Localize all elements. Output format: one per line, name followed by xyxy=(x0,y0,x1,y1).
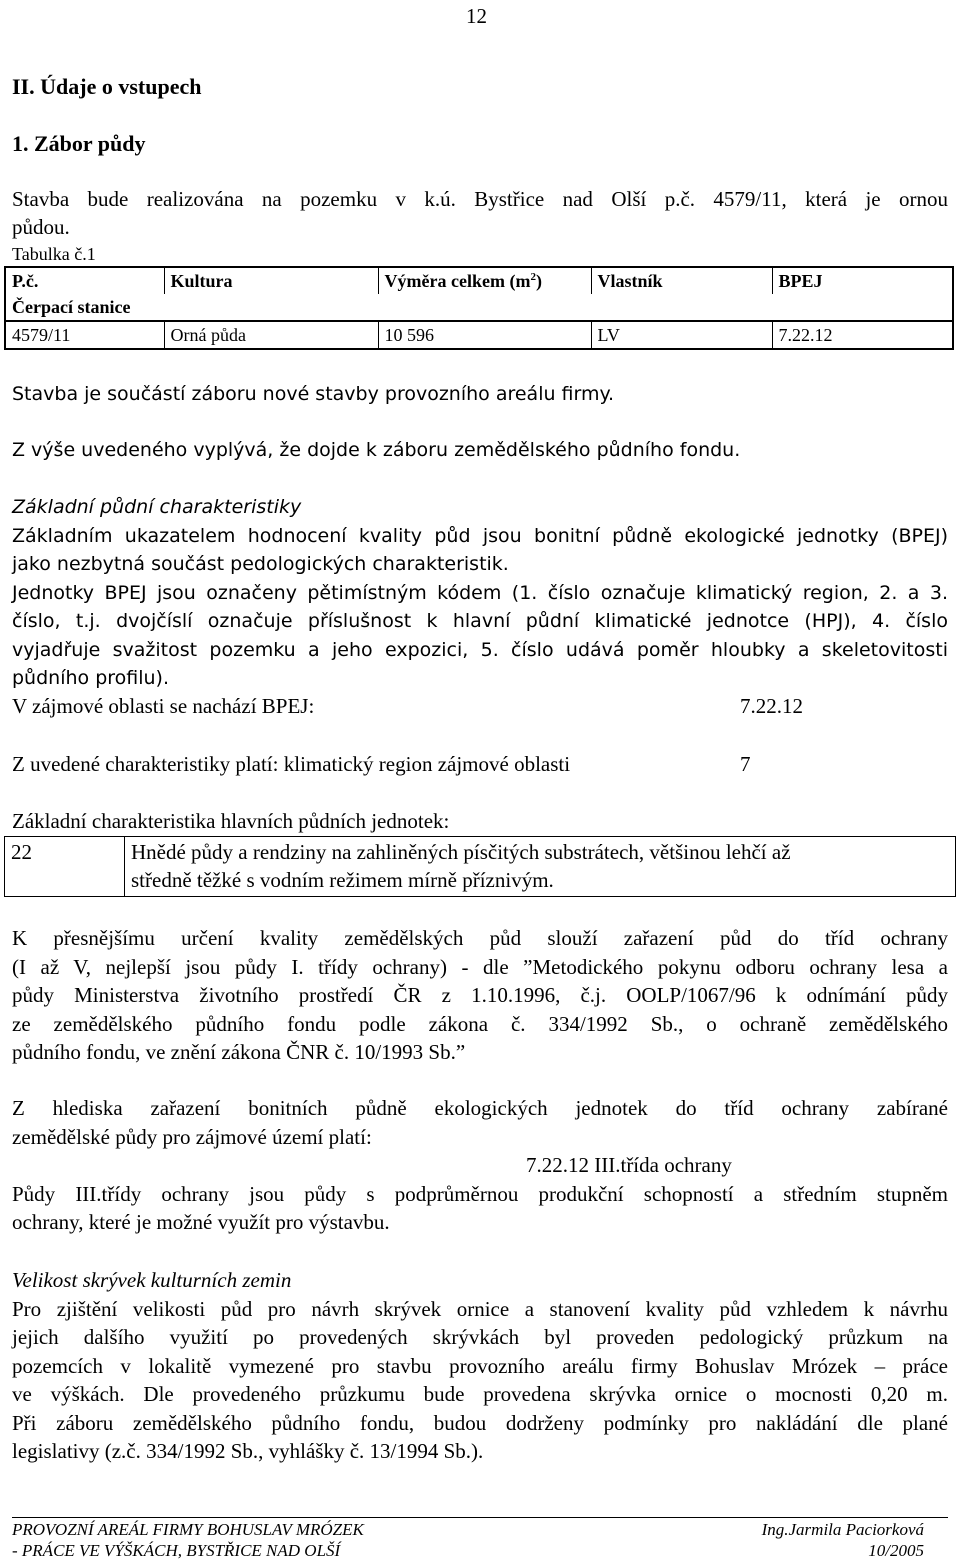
table-caption: Tabulka č.1 xyxy=(12,244,96,264)
table-group-row xyxy=(5,294,953,321)
body-line: Z hlediska zařazení bonitních půdně ekologických jednotek do tříd ochrany zabírané xyxy=(12,1096,948,1120)
hlediska-paragraph xyxy=(12,1094,948,1237)
hpj-title: Základní charakteristika hlavních půdních jednotek: xyxy=(12,809,450,833)
table-cell: 4579/11 xyxy=(5,321,164,349)
bpej-label: V zájmové oblasti se nachází BPEJ: xyxy=(12,694,315,718)
col-header: BPEJ xyxy=(772,267,953,294)
footer-left-2: - PRÁCE VE VÝŠKÁCH, BYSTŘICE NAD OLŠÍ xyxy=(12,1541,341,1560)
subsection-heading: 1. Zábor půdy xyxy=(12,131,146,156)
hpj-code: 22 xyxy=(5,837,125,897)
body-line: ze zemědělského půdního fondu podle zákona č. 334/1992 Sb., o ochraně zemědělského xyxy=(12,1011,948,1036)
footer-left-1: PROVOZNÍ AREÁL FIRMY BOHUSLAV MRÓZEK xyxy=(12,1520,364,1539)
body-line: číslo, t.j. dvojčíslí označuje příslušnost k hlavní půdní klimatické jednotce (HPJ), 4. číslo xyxy=(12,610,948,632)
section-title: Základní půdní charakteristiky xyxy=(12,496,302,518)
intro-line: půdou. xyxy=(12,215,70,239)
body-line: Základním ukazatelem hodnocení kvality půd jsou bonitní půdně ekologické jednotky (BPEJ) xyxy=(12,524,948,547)
table-cell: 7.22.12 xyxy=(772,321,953,349)
table-row xyxy=(5,837,956,897)
stavba-paragraph: Stavba je součástí záboru nové stavby provozního areálu firmy. xyxy=(12,383,615,405)
table-cell: LV xyxy=(591,321,772,349)
bpej-value: 7.22.12 xyxy=(740,694,803,718)
footer-right-2: 10/2005 xyxy=(868,1541,924,1560)
footer-right-1: Ing.Jarmila Paciorková xyxy=(761,1520,924,1539)
body-line: ochrany, které je možné využít pro výstavbu. xyxy=(12,1210,390,1234)
skryvky-section xyxy=(12,1266,948,1466)
table-cell: Orná půda xyxy=(164,321,378,349)
body-line: Jednotky BPEJ jsou označeny pětimístným kódem (1. číslo označuje klimatický region, 2. a 3. xyxy=(12,581,948,604)
body-line: Pro zjištění velikosti půd pro návrh skrývek ornice a stanovení kvality půd vzhledem k návrhu xyxy=(12,1296,948,1321)
page-number: 12 xyxy=(466,4,487,28)
intro-paragraph xyxy=(12,185,948,241)
protection-class: 7.22.12 III.třída ochrany xyxy=(526,1153,732,1177)
body-line: ve výškách. Dle provedeného průzkumu bude provedena skrývka ornice o mocnosti 0,20 m. xyxy=(12,1382,948,1406)
body-line: pozemcích v lokalitě vymezené pro stavbu provozního areálu firmy Bohuslav Mrózek – práce xyxy=(12,1353,948,1378)
intro-line: Stavba bude realizována na pozemku v k.ú. Bystřice nad Olší p.č. 4579/11, která je ornou xyxy=(12,187,948,211)
hpj-desc-line: Hnědé půdy a rendziny na zahliněných písčitých substrátech, většinou lehčí až xyxy=(131,840,791,864)
presnejsi-paragraph xyxy=(12,924,948,1067)
region-value: 7 xyxy=(740,752,751,776)
body-line: (I až V, nejlepší jsou půdy I. třídy ochrany) - dle ”Metodického pokynu odboru ochrany lesa a xyxy=(12,954,948,979)
body-line: půdního profilu). xyxy=(12,667,170,689)
footer xyxy=(12,1519,924,1541)
parcel-table xyxy=(4,266,954,350)
col-header: Vlastník xyxy=(591,267,772,294)
section-title: Velikost skrývek kulturních zemin xyxy=(12,1268,292,1292)
section-heading: II. Údaje o vstupech xyxy=(12,74,202,99)
col-header: Výměra celkem $(m^2)$ xyxy=(378,267,591,294)
body-line: zemědělské půdy pro zájmové území platí: xyxy=(12,1124,372,1149)
basic-characteristics-section xyxy=(12,493,948,693)
hpj-desc-line: středně těžké s vodním režimem mírně příznivým. xyxy=(131,868,554,892)
footer-divider xyxy=(12,1517,948,1518)
region-label: Z uvedené charakteristiky platí: klimatický region zájmové oblasti xyxy=(12,752,571,776)
body-line: půdního fondu, ve znění zákona ČNR č. 10/1993 Sb.” xyxy=(12,1040,466,1064)
group-label: Čerpací stanice xyxy=(5,294,953,321)
body-line: K přesnějšímu určení kvality zemědělských půd slouží zařazení půd do tříd ochrany xyxy=(12,926,948,950)
body-line: vyjadřuje svažitost pozemku a jeho expozici, 5. číslo udává poměr hloubky a skeletovitosti xyxy=(12,638,948,661)
col-header: Kultura xyxy=(164,267,378,294)
footer xyxy=(12,1540,924,1562)
hpj-description xyxy=(125,837,956,897)
body-line: Při záboru zemědělského půdního fondu, budou dodrženy podmínky pro nakládání dle plané xyxy=(12,1410,948,1435)
body-line: jako nezbytná součást pedologických charakteristik. xyxy=(12,553,509,575)
vyse-paragraph: Z výše uvedeného vyplývá, že dojde k záboru zemědělského půdního fondu. xyxy=(12,439,741,461)
body-line: legislativy (z.č. 334/1992 Sb., vyhlášky č. 13/1994 Sb.). xyxy=(12,1439,484,1463)
col-header: P.č. xyxy=(5,267,164,294)
body-line: půdy Ministerstva životního prostředí ČR z 1.10.1996, č.j. OOLP/1067/96 k odnímání půdy xyxy=(12,983,948,1007)
body-line: Půdy III.třídy ochrany jsou půdy s podprůměrnou produkční schopností a středním stupněm xyxy=(12,1181,948,1206)
body-line: jejich dalšího využití po provedených skrývkách byl proveden pedologický průzkum na xyxy=(12,1325,948,1349)
table-row xyxy=(5,321,953,349)
table-cell: 10 596 xyxy=(378,321,591,349)
hpj-table xyxy=(4,836,956,897)
table-header-row xyxy=(5,267,953,294)
